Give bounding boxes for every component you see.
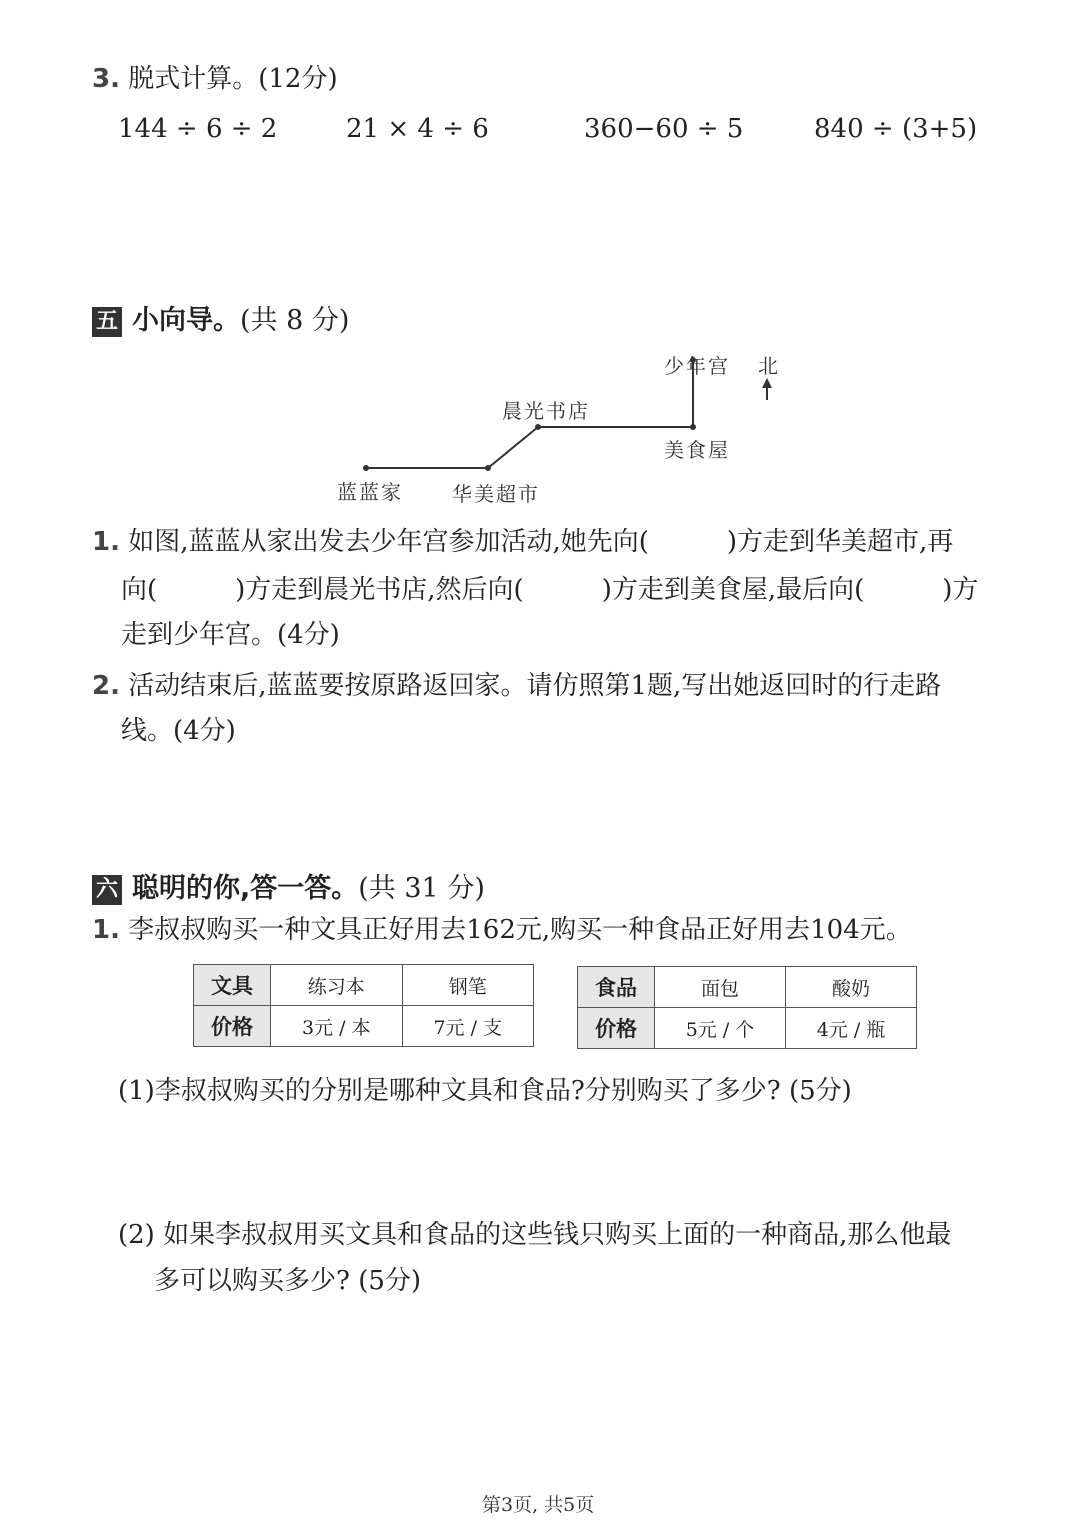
expr-2: 21 × 4 ÷ 6 [346, 114, 489, 144]
s5-q2-text-1: 活动结束后,蓝蓝要按原路返回家。请仿照第1题,写出她返回时的行走路 [128, 671, 942, 701]
table-cell: 练习本 [271, 965, 403, 1006]
table-cell: 面包 [655, 967, 786, 1008]
s5-q1-number: 1. [92, 527, 120, 557]
s5-q2-line2: 线。(4分) [121, 716, 236, 746]
route-map [0, 0, 1080, 520]
route-supermarket-to-bookstore [488, 427, 538, 468]
s5-q1-line3: 走到少年宫。(4分) [121, 620, 340, 650]
table-cell: 酸奶 [786, 967, 917, 1008]
label-youth-palace: 少年宫 [664, 354, 730, 378]
label-food-house: 美食屋 [664, 438, 730, 462]
label-supermarket: 华美超市 [452, 482, 540, 506]
section-5-badge: 五 [92, 307, 122, 337]
north-arrow-head [762, 378, 772, 388]
table-cell: 食品 [578, 967, 655, 1008]
label-north: 北 [758, 354, 780, 378]
section-6-title: 聪明的你,答一答。 [132, 873, 359, 904]
expr-4: 840 ÷ (3+5) [814, 114, 978, 144]
page-footer: 第3页, 共5页 [482, 1494, 595, 1516]
s6-q1-text: 李叔叔购买一种文具正好用去162元,购买一种食品正好用去104元。 [128, 915, 912, 945]
table-row [578, 967, 917, 1008]
table-row [194, 965, 534, 1006]
s5-q1-line1 [92, 529, 953, 555]
label-home: 蓝蓝家 [337, 480, 403, 504]
s5-q1-text-1: 如图,蓝蓝从家出发去少年宫参加活动,她先向( )方走到华美超市,再 [128, 527, 954, 557]
food-house-point [690, 424, 696, 430]
food-price-table [577, 966, 917, 1049]
label-bookstore: 晨光书店 [502, 399, 590, 423]
expr-1: 144 ÷ 6 ÷ 2 [118, 114, 278, 144]
supermarket-point [485, 465, 491, 471]
expr-3: 360−60 ÷ 5 [584, 114, 744, 144]
table-row [578, 1008, 917, 1049]
s6-q1-number: 1. [92, 915, 120, 945]
s5-q2-line1 [92, 673, 941, 699]
s6-sub2-line1: (2) 如果李叔叔用买文具和食品的这些钱只购买上面的一种商品,那么他最 [118, 1220, 952, 1250]
table-cell: 价格 [578, 1008, 655, 1049]
section-5-points: (共 8 分) [240, 305, 350, 336]
table-cell: 7元 / 支 [402, 1006, 534, 1047]
section-6-points: (共 31 分) [358, 873, 485, 904]
s5-q1-line2: 向( )方走到晨光书店,然后向( )方走到美食屋,最后向( )方 [121, 575, 979, 605]
table-cell: 文具 [194, 965, 271, 1006]
table-cell: 价格 [194, 1006, 271, 1047]
section-6-badge: 六 [92, 875, 122, 905]
section-5-title: 小向导。 [132, 305, 240, 336]
s6-sub1: (1)李叔叔购买的分别是哪种文具和食品?分别购买了多少? (5分) [118, 1076, 852, 1106]
s6-q1-line [92, 917, 912, 943]
table-row [194, 1006, 534, 1047]
table-cell: 3元 / 本 [271, 1006, 403, 1047]
s6-sub2-line2: 多可以购买多少? (5分) [154, 1266, 422, 1296]
home-point [363, 465, 369, 471]
s5-q2-number: 2. [92, 671, 120, 701]
table-cell: 5元 / 个 [655, 1008, 786, 1049]
table-cell: 4元 / 瓶 [786, 1008, 917, 1049]
q3-title: 脱式计算。(12分) [128, 64, 338, 94]
table-cell: 钢笔 [402, 965, 534, 1006]
section-6-heading [92, 866, 485, 905]
q3-number: 3. [92, 64, 120, 94]
bookstore-point [535, 424, 541, 430]
stationery-price-table [193, 964, 534, 1047]
